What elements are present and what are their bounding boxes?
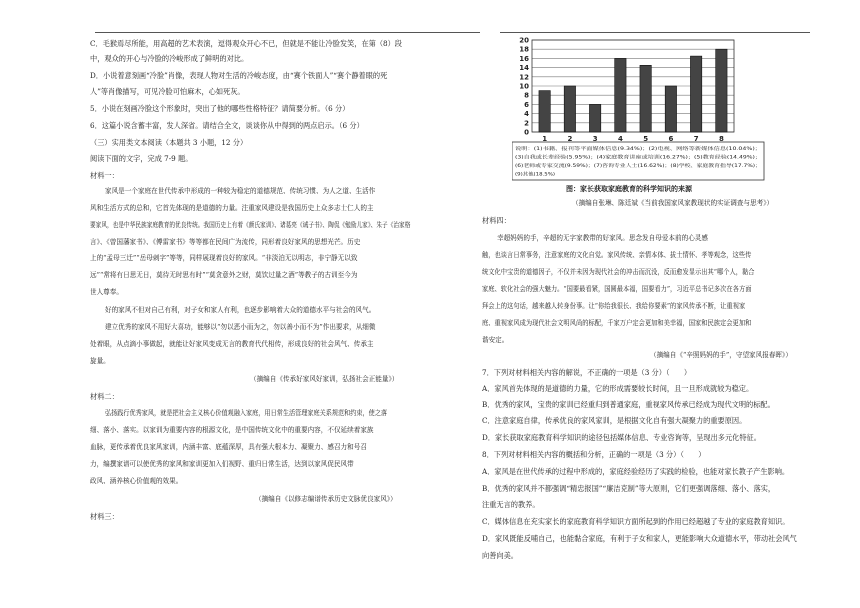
x-tick-label: 6: [668, 135, 674, 143]
material-label: 材料三：: [90, 512, 119, 521]
x-tick-label: 3: [592, 135, 598, 143]
y-tick-label: 8: [524, 91, 529, 100]
legend-text: 说明：(1)书籍、报刊等平面媒体信息(9.34%)；(2)电视、网络等新媒体信息(10.04%)；: [515, 147, 688, 152]
text-line: 力，编撰家谱可以使优秀的家风和家训更加入们视野、重归日常生活，达到以家风促民风带: [90, 460, 354, 468]
legend-text: (3)自我或长辈经验(5.95%)；(4)家庭教育讲座或培训(16.27%)；(5)教育经验(14.49%)；: [515, 155, 693, 161]
material-label: 材料四：: [482, 216, 511, 225]
bar-chart: [512, 36, 812, 186]
text-line: 人”等肖像描写，可见冷脸可怕麻木，心如死灰。: [90, 87, 245, 96]
text-line: 旋量。: [90, 357, 110, 365]
text-line: 触，也谈言日常事务，注意家庭的文化自觉。家风传统、亲情本体、拔土情怀、孝等观念，这些传: [482, 251, 752, 259]
y-tick-label: 20: [519, 36, 529, 45]
option-a: A．家风是在世代传承的过程中形成的，家庭经验经历了实践的检验，也能对家长教子产生影响。: [482, 467, 790, 476]
section-heading: （三）实用类文本阅读（本题共 3 小题，12 分）: [90, 138, 248, 147]
text-line: C．毛猴焉尽所能，用高超的艺术表演，逗得观众开心不已，但就是不能让冷脸发笑，在第（8）段: [90, 39, 402, 48]
y-tick-label: 10: [519, 82, 529, 91]
text-line: 世人尊奉。: [90, 288, 123, 296]
text-line: 家风是一个家庭在世代传承中形成的一种较为稳定的道德规范、传统习惯、为人之道、生活作: [105, 187, 376, 195]
y-tick-label: 0: [524, 128, 529, 137]
material-label: 材料二：: [90, 392, 119, 401]
x-tick-label: 8: [718, 135, 724, 143]
bar-chart-svg: [512, 36, 812, 186]
bar: [615, 58, 626, 132]
bar: [539, 91, 550, 132]
x-tick-label: 5: [643, 135, 649, 143]
bar: [640, 65, 651, 132]
option-b-cont: 注重无言的教养。: [482, 500, 540, 509]
text-line: 言》、《曾国藩家书》、《傅雷家书》等等都在民间广为流传，同形着良好家风的思想光芒。历史: [90, 238, 361, 246]
bar: [665, 86, 676, 132]
text-line: 谐安定。: [482, 336, 509, 344]
option-d: D．家长获取家庭教育科学知识的途径包括媒体信息、专业咨询等，呈现出多元化特征。: [482, 433, 761, 442]
question-7: 7．下列对材料相关内容的解说，不正确的一项是（3 分）（ ）: [482, 368, 692, 377]
instruction: 阅读下面的文字，完成 7-9 题。: [90, 154, 193, 163]
text-line: 远”“常将有日思无日，莫待无时思有时”“莫贪意外之财，莫饮过量之酒”等教子的古训至今为: [90, 271, 358, 279]
x-tick-label: 2: [567, 135, 573, 143]
source-citation: （摘编自张琳、陈廷斌《当前我国家风家教现状的实证调查与思考》）: [572, 199, 774, 207]
y-tick-label: 14: [519, 64, 529, 73]
bar: [690, 56, 701, 132]
text-line: 幸超妈妈的手，辛超的无字家教带的好家风。思念发自母爱本前的心灵感: [497, 234, 708, 242]
text-line: 弘扬践行优秀家风，就是把社会主义核心价值观融入家庭，用日常生活管理家庭关系规范和约束，使之落: [105, 409, 388, 417]
text-line: 上的“孟母三迁”“岳母刺字”等等，同样展现着良好的家风。“非淡泊无以明志，非宁静无以致: [90, 254, 358, 262]
legend-text: (6)老师或专家交流(9.59%)；(7)咨询专业人士(16.62%)；(8)学校、家庭教育指导(17.7%)；: [515, 164, 699, 169]
text-line: 好的家风不但对自己有利，对子女和家人有利，也逐步影响着大众的道德水平与社会的风气。: [105, 306, 376, 314]
y-tick-label: 4: [524, 110, 529, 119]
x-tick-label: 1: [542, 135, 548, 143]
x-tick-label: 7: [693, 135, 699, 143]
chart-caption: 图：家长获取家庭教育的科学知识的来源: [566, 184, 692, 193]
source-citation: （摘编自《传承好家风好家训，弘扬社会正能量》）: [250, 375, 399, 383]
text-line: 风和生活方式的总和，它首先体现的是道德的力量。注重家风建设是我国历史上众多志士仁人的主: [90, 204, 374, 212]
option-d: D．家风既能反哺自己，也能黏合家庭，有利于子女和家人，更能影响大众道德水平，带动社会风气: [482, 534, 797, 543]
text-line: 要家风，也是中华民族家庭教育的优良传统。我国历史上有着《颜氏家训》、诸葛亮《诫子书》、陶侃《勉励儿家》、朱子《治家格: [90, 221, 411, 229]
text-line: 家庭、软化社会的强大魅力。“国要最看紧，国圆最本福，国要看力”，习近平总书记多次在各方面: [482, 285, 752, 293]
y-tick-label: 6: [524, 100, 529, 109]
text-line: 政风、涵养核心价值观的效果。: [90, 477, 183, 485]
x-tick-label: 4: [617, 135, 623, 143]
bar: [589, 104, 600, 132]
text-line: 血脉，更传承着优良家风家训，内涵丰富、底蕴深厚，具有强大根本力、凝聚力、感召力和号召: [90, 443, 367, 451]
bar: [564, 86, 575, 132]
question-8: 8．下列对材料相关内容的概括和分析，正确的一项是（3 分）（ ）: [482, 450, 706, 459]
text-line: 处着眼，从点滴小事做起，就能让好家风变成无言的教育代代相传，形成良好的社会风气、传承主: [90, 340, 374, 348]
legend-text: (9)其他(18.5%): [515, 172, 548, 178]
text-line: 统文化中宝贵的道德因子，不仅并未因为现代社会的冲击而沉没，反而愈发显示出其“哪个人，黏合: [482, 268, 755, 276]
y-tick-label: 16: [519, 54, 529, 63]
y-tick-label: 2: [524, 119, 529, 128]
material-label: 材料一：: [90, 171, 119, 180]
top-rule-left: [95, 32, 480, 33]
option-c: C．媒体信息在充实家长的家庭教育科学知识方面所起到的作用已经超越了专业的家庭教育知识。: [482, 517, 790, 526]
option-b: B．优秀的家风并不都强调“精忠报国”“廉洁克制”等大原则，它们更强调落细、落小、落实，: [482, 484, 776, 493]
text-line: 庭、重视家风成为现代社会文明风尚的标配，千家万户定会更加和美幸福，国家和民族定会更加和: [482, 319, 752, 327]
bar: [716, 49, 727, 132]
question-5: 5．小说在刻画冷脸这个形象时，突出了他的哪些性格特征？请简要分析。（6 分）: [90, 104, 350, 113]
top-rule-right: [500, 32, 810, 33]
text-line: 建立优秀的家风不用好大喜功，能够以“勿以恶小而为之，勿以善小而不为”作出要求，从细微: [105, 323, 376, 331]
option-b: B．优秀的家风，宝贵的家训已经重归到普通家庭，重视家风传承已经成为现代文明的标配。: [482, 400, 775, 409]
text-line: 细、落小、落实。以家训为重要内容的根源文化，是中国传统文化中的重要内容，不仅延续着家族: [90, 426, 374, 434]
y-tick-label: 18: [519, 45, 529, 54]
question-6: 6．这篇小说含蓄丰富，发人深省。请结合全文，谈谈你从中得到的两点启示。（6 分）: [90, 121, 364, 130]
option-a: A．家风首先体现的是道德的力量，它的形成需要较长时间，且一旦形成就较为稳定。: [482, 384, 754, 393]
text-line: 拜会上的这句话，越来越人转身份事。让“你给我很长、我给你要素”的家风传承不断，让重视家: [482, 302, 746, 310]
text-line: D．小说着意刻画“冷脸”肖像，表现人物对生活的冷峻态度，由“赛个铁面人”“赛个静着眼的死: [90, 71, 388, 80]
text-line: 中，观众的开心与冷脸的冷峻形成了鲜明的对比。: [90, 54, 249, 63]
option-c: C．注意家庭自律，传承优良的家风家训，是根据文化自有强大凝聚力的重要原因。: [482, 416, 747, 425]
source-citation: （摘编自《“辛照妈妈的手”，守望家风报春晖》）: [650, 351, 792, 359]
y-tick-label: 12: [519, 73, 529, 82]
option-d-cont: 向善向美。: [482, 551, 518, 560]
source-citation: （摘编自《以修志编谱传承历史文脉优良家风》）: [255, 495, 397, 503]
